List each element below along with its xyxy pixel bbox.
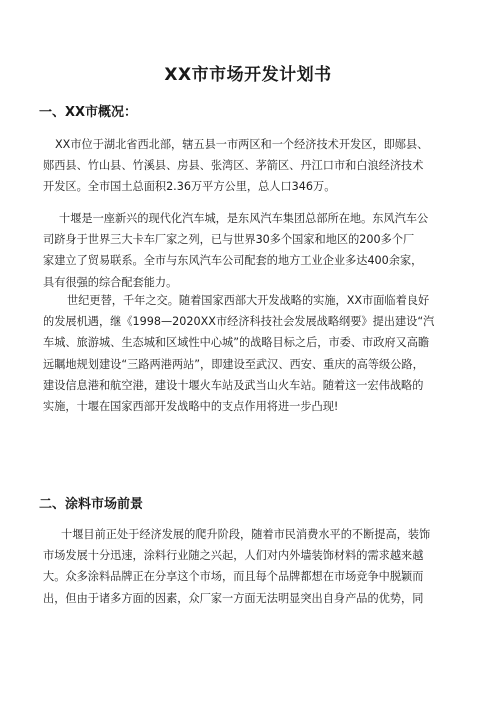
- text-line: 远瞩地规划建设“三路两港两站”，即建设至武汉、西安、重庆的高等级公路，: [43, 357, 424, 371]
- text-line: 十堰目前正处于经济发展的爬升阶段，随着市民消费水平的不断提高，装饰: [61, 528, 431, 541]
- paragraph-paint-market-outlook: [43, 524, 463, 609]
- text-line: 开发区。全市国土总面积2.36万平方公里，总人口346万。: [43, 180, 336, 194]
- text-line: 大。众多涂料品牌正在分享这个市场，而且每个品牌都想在市场竞争中脱颖而: [43, 570, 424, 584]
- text-line: 车城、旅游城、生态城和区域性中心城”的战略目标之后，市委、市政府又高瞻: [43, 336, 430, 350]
- text-line: 司跻身于世界三大卡车厂家之列，已与世界30多个国家和地区的200多个厂: [43, 233, 415, 247]
- text-line: 世纪更替，千年之交。随着国家西部大开发战略的实施，XX市面临着良好: [67, 294, 430, 307]
- text-line: 实施，十堰在国家西部开发战略中的支点作用将进一步凸现!: [43, 400, 339, 414]
- document-title: XX市市场开发计划书: [164, 65, 332, 85]
- section-heading-paint-market: 二、涂料市场前景: [39, 497, 144, 512]
- text-line: 建设信息港和航空港，建设十堰火车站及武当山火车站。随着这一宏伟战略的: [43, 378, 424, 392]
- text-line: 出，但由于诸多方面的因素，众厂家一方面无法明显突出自身产品的优势，同: [43, 591, 424, 605]
- text-line: 郧西县、竹山县、竹溪县、房县、张湾区、茅箭区、丹江口市和白浪经济技术: [43, 159, 424, 173]
- paragraph-overview-location: [43, 134, 463, 198]
- text-line: XX市位于湖北省西北部，辖五县一市两区和一个经济技术开发区，即郧县、: [55, 138, 429, 151]
- section-heading-overview: 一、XX市概况：: [39, 105, 138, 120]
- text-line: 十堰是一座新兴的现代化汽车城，是东风汽车集团总部所在地。东风汽车公: [59, 212, 429, 225]
- paragraph-overview-auto-city: [43, 208, 463, 293]
- text-line: 市场发展十分迅速，涂料行业随之兴起，人们对内外墙装饰材料的需求越来越: [43, 549, 424, 563]
- text-line: 具有很强的综合配套能力。: [43, 275, 178, 289]
- text-line: 的发展机遇，继《1998—2020XX市经济科技社会发展战略纲要》提出建设“汽: [43, 315, 435, 329]
- text-line: 家建立了贸易联系。全市与东风汽车公司配套的地方工业企业多达400余家，: [43, 254, 423, 268]
- paragraph-overview-development: [43, 290, 463, 417]
